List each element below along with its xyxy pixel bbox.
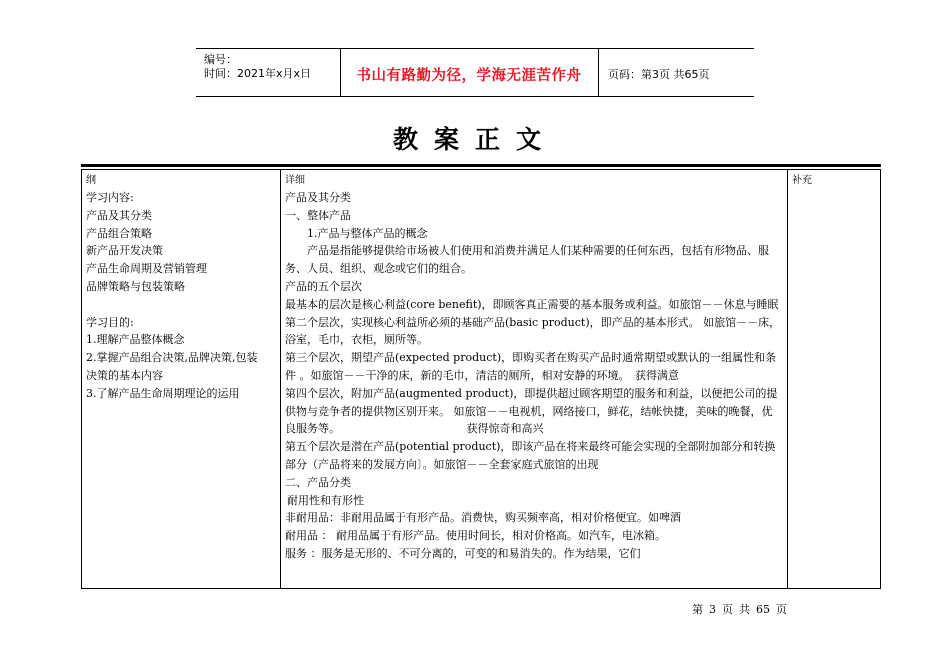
outline-line: 品牌策略与包装策略 [86, 279, 185, 293]
outline-line: 学习内容: [86, 191, 134, 204]
footer-ye: 页 [722, 603, 733, 616]
number-label: 编号： [204, 53, 237, 66]
outline-line: 1.理解产品整体概念 [86, 333, 185, 347]
detail-line: 一、整体产品 [285, 208, 351, 222]
detail-line: 非耐用品：非耐用品属于有形产品。消费快，购买频率高，相对价格便宜。如啤酒 [285, 511, 681, 525]
table-border [880, 170, 881, 588]
page-title: 教案正文 [392, 125, 557, 154]
column-divider [280, 170, 281, 588]
footer-gong: 共 [739, 603, 750, 616]
supplement-heading: 补充 [792, 175, 812, 186]
detail-line: 产品的五个层次 [285, 279, 362, 293]
detail-paragraph: 第五个层次是潜在产品(potential product)，即该产品在将来最终可能会实现的全部附加部分和转换部分（产品将来的发展方向〕。如旅馆－－全套家庭式旅馆的出现 [285, 440, 776, 471]
detail-paragraph: 产品是指能够提供给市场被人们使用和消费并满足人们某种需要的任何东西，包括有形物品、服务、人员、组织、观念或它们的组合。 [285, 244, 769, 276]
detail-line: 耐用性和有形性 [287, 493, 364, 507]
divider-thin [81, 169, 881, 170]
detail-line: 服务 ：服务是无形的、不可分离的，可变的和易消失的。作为结果，它们 [285, 546, 641, 560]
outline-line: 新产品开发决策 [86, 244, 163, 258]
detail-paragraph: 第二个层次，实现核心利益所必须的基础产品(basic product)，即产品的基本形式。 如旅馆－－床，浴室，毛巾，衣柜，厕所等。 [285, 315, 781, 347]
outline-line [86, 296, 276, 314]
outline-line: 决策的基本内容 [86, 368, 163, 382]
detail-paragraph: 第四个层次，附加产品(augmented product)，即提供超过顾客期望的服务和利益，以便把公司的提供物与竞争者的提供物区别开来。 如旅馆－－电视机，网络接口，鲜花，结帐快捷，美味的晚餐，优良服务等。 获得惊奇和高兴 [285, 386, 778, 436]
document-header [196, 48, 754, 97]
motto: 书山有路勤为径，学海无涯苦作舟 [356, 68, 582, 84]
footer-current-page: 3 [709, 603, 716, 616]
outline-line: 产品生命周期及营销管理 [86, 262, 207, 276]
divider-thick [81, 164, 881, 167]
detail-line: 二、产品分类 [285, 475, 351, 489]
detail-paragraph: 第三个层次，期望产品(expected product)，即购买者在购买产品时通常期望或默认的一组属性和条件 。如旅馆－－干净的床，新的毛巾，清洁的厕所，相对安静的环境。 获得满意 [285, 351, 777, 382]
page-footer [689, 601, 790, 617]
supplement-column [792, 174, 876, 189]
outline-heading: 纲 [86, 175, 96, 186]
detail-column [285, 174, 782, 563]
detail-heading: 详细 [285, 175, 305, 186]
detail-line: 1.产品与整体产品的概念 [307, 226, 428, 240]
header-meta [204, 53, 311, 81]
outline-column [86, 174, 276, 403]
outline-line: 2.掌握产品组合决策,品牌决策,包装 [86, 351, 258, 365]
outline-line: 产品及其分类 [86, 208, 152, 222]
footer-total-pages: 65 [756, 603, 770, 616]
footer-ye2: 页 [776, 603, 787, 616]
outline-line: 产品组合策略 [86, 226, 152, 240]
outline-line: 学习目的: [86, 315, 134, 329]
detail-line: 耐用品 ： 耐用品属于有形产品。使用时间长，相对价格高。如汽车，电冰箱。 [285, 529, 666, 543]
detail-line: 产品及其分类 [285, 191, 351, 204]
time-label: 时间：2021年x月x日 [204, 67, 312, 80]
column-divider [787, 170, 788, 588]
table-bottom-border [81, 588, 881, 589]
footer-di: 第 [692, 603, 703, 616]
page-info: 页码：第3页 共65页 [608, 68, 710, 81]
detail-paragraph: 最基本的层次是核心利益(core benefit)，即顾客真正需要的基本服务或利益。如旅馆－－休息与睡眠 [285, 297, 779, 311]
outline-line: 3.了解产品生命周期理论的运用 [86, 386, 240, 400]
header-divider [598, 49, 599, 96]
table-border [81, 170, 82, 588]
